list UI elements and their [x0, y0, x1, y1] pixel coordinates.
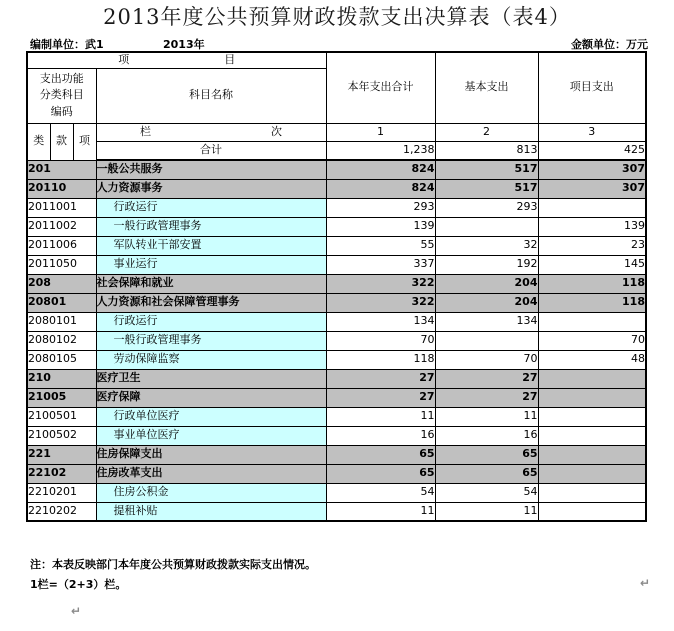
page-title-text: 2013年度公共预算财政拨款支出决算表（表4） — [103, 5, 571, 29]
name-cell: 社会保障和就业 — [96, 274, 326, 293]
code-cell: 2210201 — [27, 483, 96, 502]
code-cell: 2100501 — [27, 407, 96, 426]
value-cell — [538, 198, 646, 217]
code-cell: 2011006 — [27, 236, 96, 255]
name-cell: 劳动保障监察 — [96, 350, 326, 369]
name-cell: 军队转业干部安置 — [96, 236, 326, 255]
value-cell: 11 — [435, 407, 538, 426]
column-index-header — [96, 123, 326, 141]
column-number-3: 3 — [538, 123, 646, 141]
value-cell — [538, 426, 646, 445]
column-index-right: 次 — [271, 124, 282, 138]
value-cell: 139 — [326, 217, 435, 236]
table-row — [27, 445, 646, 464]
name-cell: 住房改革支出 — [96, 464, 326, 483]
table-row — [27, 198, 646, 217]
code-cell: 2080105 — [27, 350, 96, 369]
code-cell: 2011001 — [27, 198, 96, 217]
section-header: 款 — [50, 123, 73, 160]
code-cell: 22102 — [27, 464, 96, 483]
value-cell: 204 — [435, 274, 538, 293]
value-cell: 32 — [435, 236, 538, 255]
code-cell: 21005 — [27, 388, 96, 407]
value-cell — [538, 388, 646, 407]
value-cell — [538, 407, 646, 426]
value-cell: 824 — [326, 179, 435, 198]
value-cell — [538, 502, 646, 521]
subject-name-header: 科目名称 — [96, 68, 326, 123]
value-cell — [538, 369, 646, 388]
name-cell: 行政运行 — [96, 198, 326, 217]
code-header-text: 支出功能分类科目编码 — [39, 71, 84, 118]
col-header-project-expenditure: 项目支出 — [538, 52, 646, 123]
table-row — [27, 179, 646, 198]
code-cell: 2011002 — [27, 217, 96, 236]
value-cell: 27 — [326, 388, 435, 407]
name-cell: 行政单位医疗 — [96, 407, 326, 426]
value-cell — [435, 217, 538, 236]
col-header-annual-total: 本年支出合计 — [326, 52, 435, 123]
note-line-2: 1栏=（2+3）栏。 — [30, 578, 127, 591]
value-cell: 16 — [326, 426, 435, 445]
value-cell: 118 — [326, 350, 435, 369]
value-cell: 307 — [538, 160, 646, 179]
table-row — [27, 236, 646, 255]
value-cell: 139 — [538, 217, 646, 236]
prepared-by-label: 编制单位：武1 — [30, 38, 104, 51]
code-cell: 210 — [27, 369, 96, 388]
column-number-2: 2 — [435, 123, 538, 141]
note-line-1: 注：本表反映部门本年度公共预算财政拨款实际支出情况。 — [30, 558, 316, 571]
budget-table — [26, 51, 647, 522]
value-cell: 824 — [326, 160, 435, 179]
item-header: 项 — [73, 123, 96, 160]
name-cell: 合计 — [96, 141, 326, 160]
value-cell: 517 — [435, 160, 538, 179]
table-row — [27, 426, 646, 445]
value-cell: 118 — [538, 293, 646, 312]
header-row-project — [27, 52, 646, 68]
value-cell: 65 — [435, 445, 538, 464]
value-cell: 517 — [435, 179, 538, 198]
name-cell: 行政运行 — [96, 312, 326, 331]
year-label: 2013年 — [163, 38, 205, 51]
code-cell: 208 — [27, 274, 96, 293]
value-cell: 11 — [326, 502, 435, 521]
table-row — [27, 141, 646, 160]
value-cell: 293 — [326, 198, 435, 217]
value-cell: 11 — [435, 502, 538, 521]
class-header: 类 — [27, 123, 50, 160]
project-header-right: 目 — [224, 52, 236, 66]
name-cell: 住房公积金 — [96, 483, 326, 502]
code-cell: 2100502 — [27, 426, 96, 445]
name-cell: 住房保障支出 — [96, 445, 326, 464]
name-cell: 事业单位医疗 — [96, 426, 326, 445]
table-row — [27, 483, 646, 502]
value-cell: 65 — [435, 464, 538, 483]
value-cell: 27 — [435, 388, 538, 407]
value-cell: 70 — [538, 331, 646, 350]
name-cell: 一般行政管理事务 — [96, 331, 326, 350]
page-title — [0, 1, 674, 31]
name-cell: 提租补贴 — [96, 502, 326, 521]
code-cell: 20801 — [27, 293, 96, 312]
code-cell: 2080101 — [27, 312, 96, 331]
name-cell: 人力资源和社会保障管理事务 — [96, 293, 326, 312]
value-cell: 145 — [538, 255, 646, 274]
code-cell: 2210202 — [27, 502, 96, 521]
value-cell: 322 — [326, 293, 435, 312]
table-row — [27, 331, 646, 350]
value-cell — [435, 331, 538, 350]
value-cell: 54 — [326, 483, 435, 502]
value-cell: 307 — [538, 179, 646, 198]
table-row — [27, 217, 646, 236]
col-header-basic-expenditure: 基本支出 — [435, 52, 538, 123]
meta-row — [0, 36, 674, 50]
value-cell: 337 — [326, 255, 435, 274]
code-cell: 2011050 — [27, 255, 96, 274]
value-cell: 293 — [435, 198, 538, 217]
value-cell: 54 — [435, 483, 538, 502]
value-cell: 813 — [435, 141, 538, 160]
value-cell: 425 — [538, 141, 646, 160]
table-row — [27, 350, 646, 369]
value-cell: 16 — [435, 426, 538, 445]
project-header-left: 项 — [118, 52, 130, 66]
value-cell: 1,238 — [326, 141, 435, 160]
code-cell: 221 — [27, 445, 96, 464]
header-row-index — [27, 123, 646, 141]
table-row — [27, 388, 646, 407]
value-cell — [538, 483, 646, 502]
table-row — [27, 160, 646, 179]
value-cell: 322 — [326, 274, 435, 293]
value-cell — [538, 445, 646, 464]
project-header-cell — [27, 52, 326, 68]
value-cell: 134 — [435, 312, 538, 331]
name-cell: 人力资源事务 — [96, 179, 326, 198]
table-row — [27, 312, 646, 331]
code-cell: 20110 — [27, 179, 96, 198]
table-row — [27, 464, 646, 483]
paragraph-mark-icon: ↵ — [640, 576, 651, 590]
code-cell: 2080102 — [27, 331, 96, 350]
value-cell: 192 — [435, 255, 538, 274]
value-cell — [538, 464, 646, 483]
value-cell: 65 — [326, 445, 435, 464]
table-row — [27, 407, 646, 426]
name-cell: 医疗卫生 — [96, 369, 326, 388]
value-cell: 55 — [326, 236, 435, 255]
table-row — [27, 255, 646, 274]
value-cell: 118 — [538, 274, 646, 293]
amount-unit-label: 金额单位：万元 — [571, 38, 648, 51]
column-index-left: 栏 — [140, 124, 151, 138]
name-cell: 医疗保障 — [96, 388, 326, 407]
value-cell: 134 — [326, 312, 435, 331]
table-row — [27, 293, 646, 312]
code-cell: 201 — [27, 160, 96, 179]
name-cell: 事业运行 — [96, 255, 326, 274]
value-cell: 65 — [326, 464, 435, 483]
paragraph-mark-icon: ↵ — [71, 604, 82, 618]
table-row — [27, 274, 646, 293]
value-cell: 27 — [326, 369, 435, 388]
table-notes — [30, 559, 316, 590]
name-cell: 一般行政管理事务 — [96, 217, 326, 236]
table-row — [27, 369, 646, 388]
value-cell: 48 — [538, 350, 646, 369]
value-cell: 204 — [435, 293, 538, 312]
value-cell: 70 — [435, 350, 538, 369]
code-header-cell — [27, 68, 96, 123]
table-row — [27, 502, 646, 521]
value-cell: 27 — [435, 369, 538, 388]
value-cell — [538, 312, 646, 331]
value-cell: 70 — [326, 331, 435, 350]
value-cell: 23 — [538, 236, 646, 255]
value-cell: 11 — [326, 407, 435, 426]
column-number-1: 1 — [326, 123, 435, 141]
name-cell: 一般公共服务 — [96, 160, 326, 179]
